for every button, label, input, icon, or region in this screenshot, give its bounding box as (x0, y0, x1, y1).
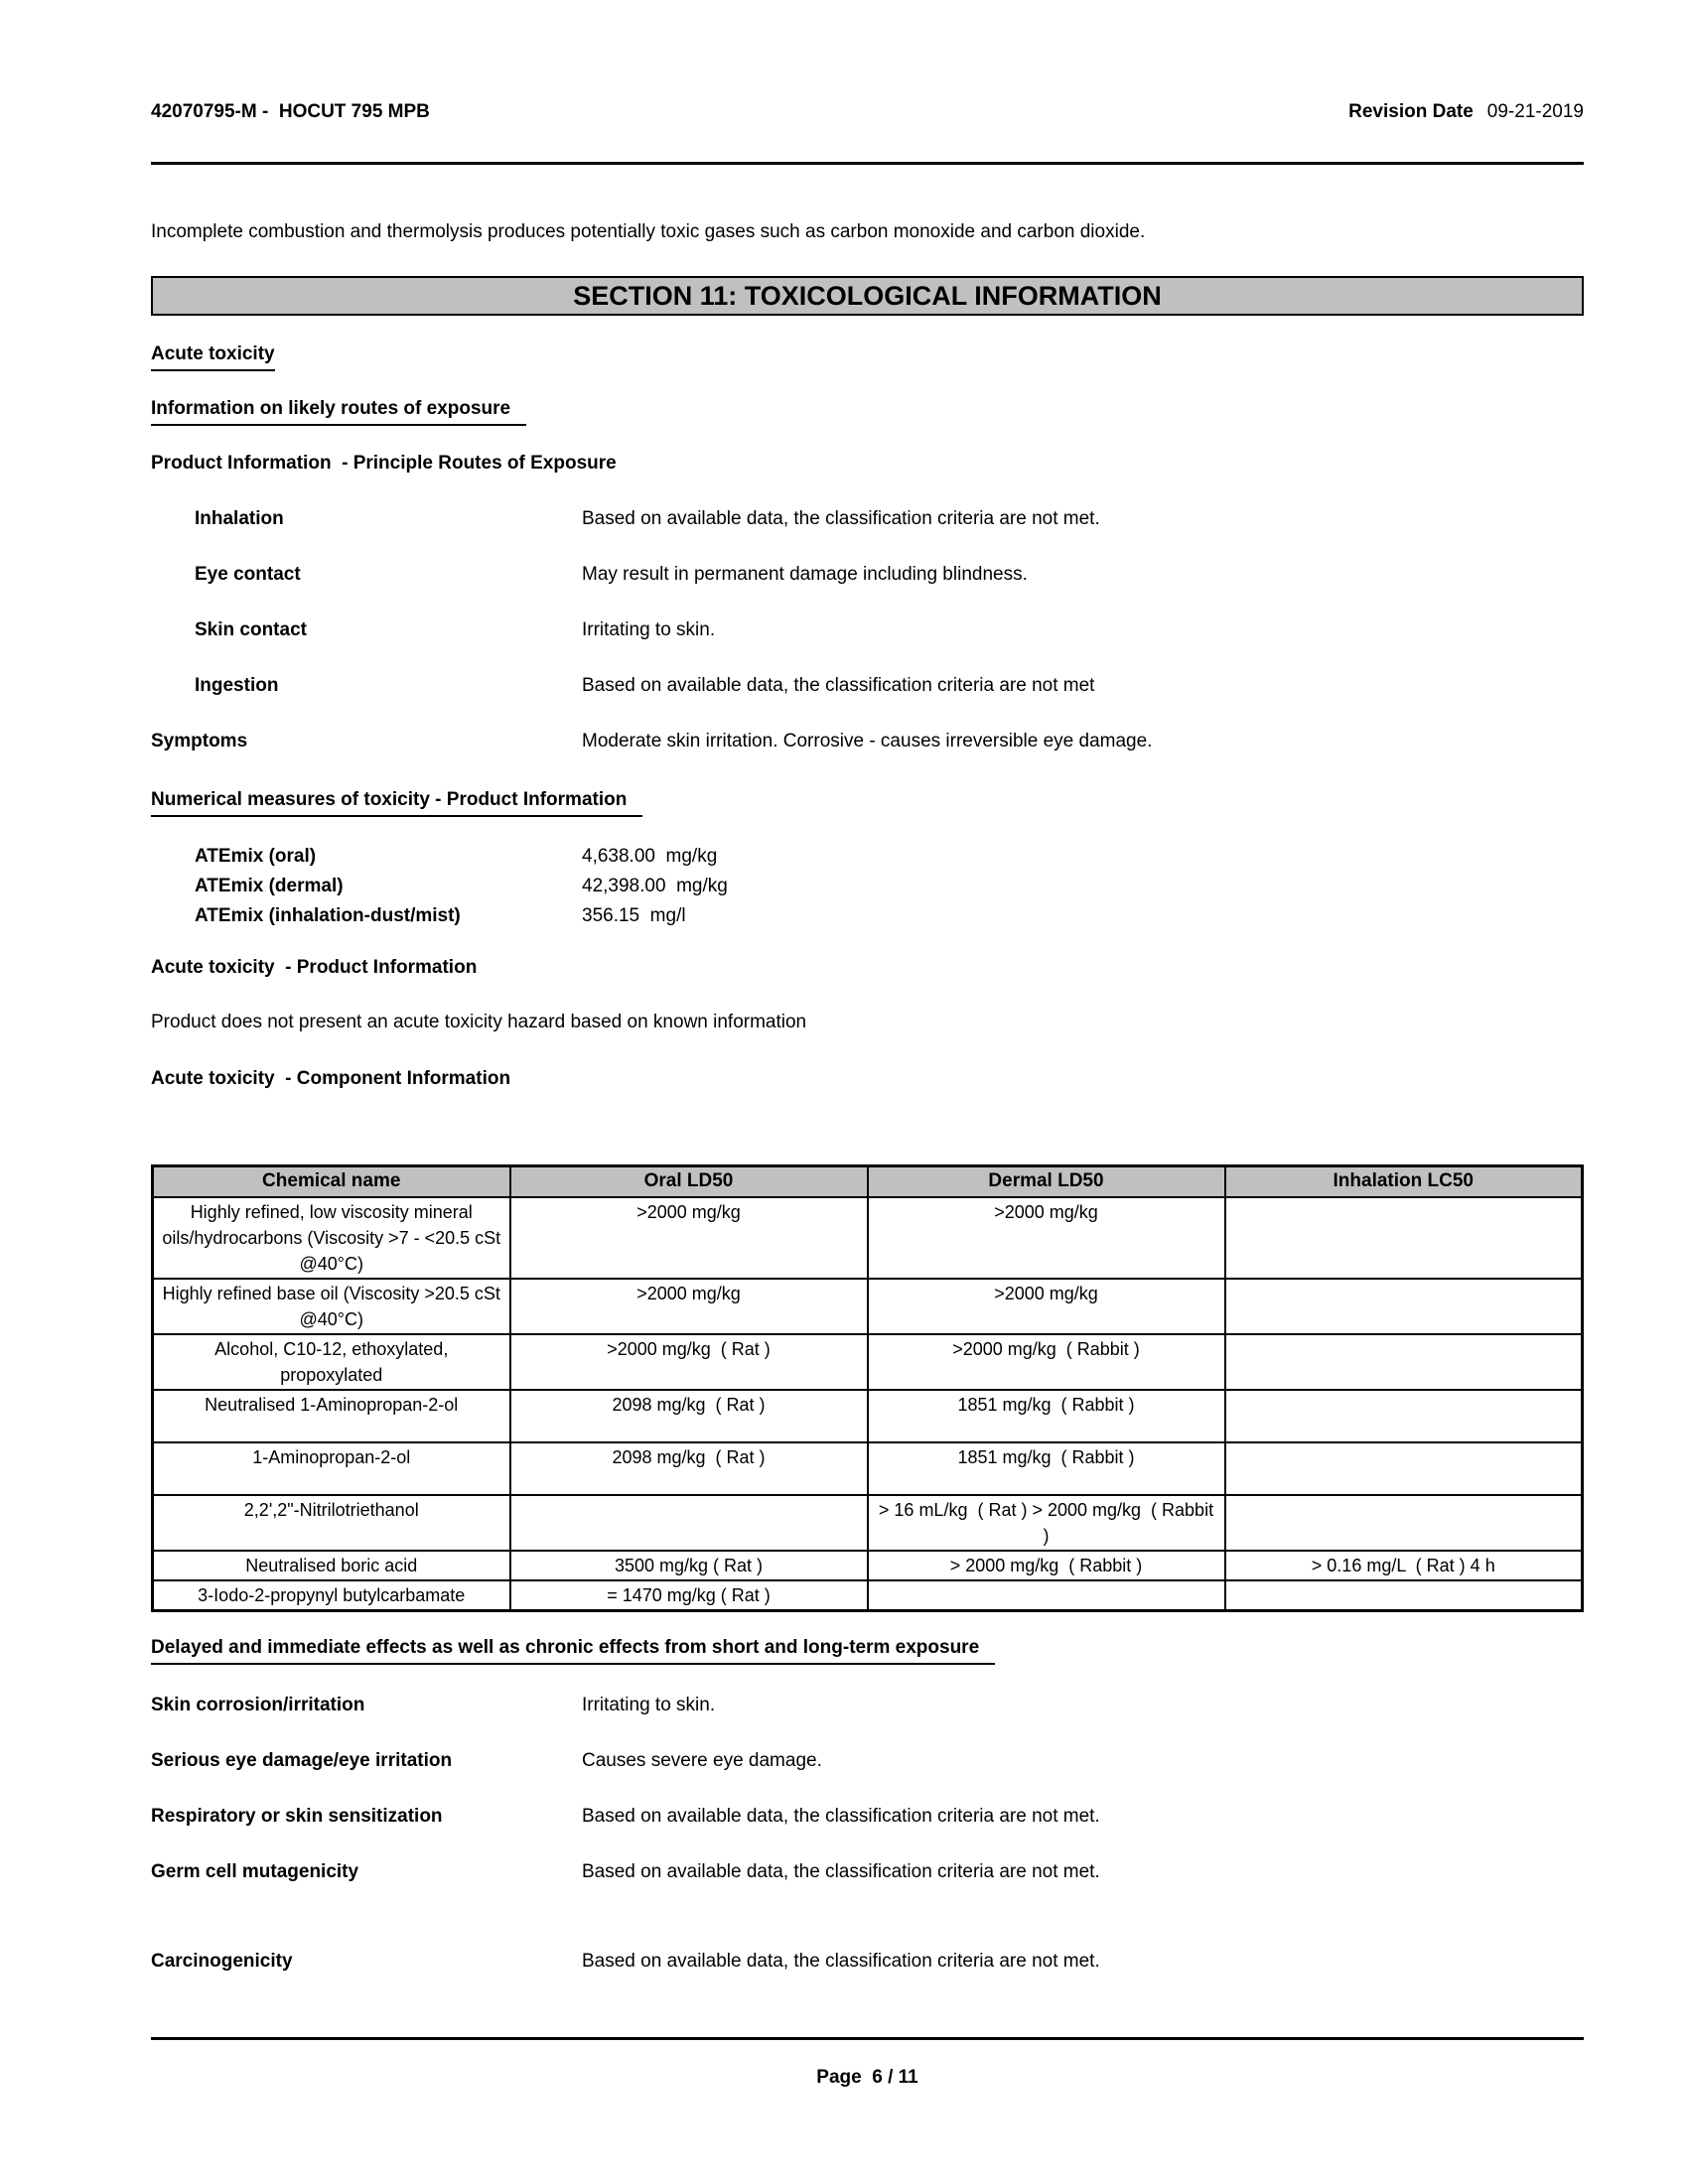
route-label: Ingestion (195, 675, 279, 696)
acute-component-heading: Acute toxicity - Component Information (151, 1068, 511, 1089)
table-row (153, 1580, 1583, 1611)
effect-value: Based on available data, the classification criteria are not met. (582, 1805, 1100, 1827)
document-header (151, 0, 1584, 124)
cell-dermal: 1851 mg/kg ( Rabbit ) (868, 1442, 1225, 1495)
chronic-effects-list (151, 1694, 1584, 1974)
combustion-note: Incomplete combustion and thermolysis produces potentially toxic gases such as carbon monoxide and carbon dioxide. (151, 221, 1146, 242)
effect-label: Germ cell mutagenicity (151, 1860, 359, 1882)
cell-inhalation: > 0.16 mg/L ( Rat ) 4 h (1225, 1551, 1583, 1580)
cell-chemical: Neutralised 1-Aminopropan-2-ol (153, 1390, 510, 1442)
cell-inhalation (1225, 1197, 1583, 1279)
effect-row-skin-corrosion (151, 1694, 1584, 1717)
effect-row-eye-damage (151, 1749, 1584, 1773)
cell-dermal: >2000 mg/kg (868, 1197, 1225, 1279)
col-header-chemical-name: Chemical name (153, 1166, 510, 1197)
effect-value: Based on available data, the classification criteria are not met. (582, 1950, 1100, 1972)
cell-inhalation (1225, 1495, 1583, 1551)
cell-chemical: Highly refined base oil (Viscosity >20.5 cSt @40°C) (153, 1279, 510, 1334)
footer-divider (151, 2037, 1584, 2040)
route-row-eye-contact (151, 563, 1584, 587)
likely-routes-heading: Information on likely routes of exposure (151, 397, 1584, 426)
section-11-title: SECTION 11: TOXICOLOGICAL INFORMATION (573, 281, 1162, 311)
cell-oral: 2098 mg/kg ( Rat ) (510, 1442, 868, 1495)
atemix-value: 4,638.00 mg/kg (582, 846, 718, 867)
delayed-effects-heading: Delayed and immediate effects as well as chronic effects from short and long-term exposure (151, 1636, 1584, 1665)
page-number: Page 6 / 11 (816, 2066, 918, 2088)
cell-dermal: >2000 mg/kg ( Rabbit ) (868, 1334, 1225, 1390)
cell-oral: >2000 mg/kg (510, 1279, 868, 1334)
route-row-inhalation (151, 507, 1584, 531)
cell-oral: = 1470 mg/kg ( Rat ) (510, 1580, 868, 1611)
effect-label: Carcinogenicity (151, 1950, 293, 1972)
table-header-row (153, 1166, 1583, 1197)
cell-inhalation (1225, 1334, 1583, 1390)
header-divider (151, 162, 1584, 165)
route-row-ingestion (151, 674, 1584, 698)
effect-row-carcinogenicity (151, 1950, 1584, 1974)
route-row-skin-contact (151, 618, 1584, 642)
cell-dermal: >2000 mg/kg (868, 1279, 1225, 1334)
effect-label: Respiratory or skin sensitization (151, 1805, 443, 1827)
table-row (153, 1495, 1583, 1551)
cell-oral: 3500 mg/kg ( Rat ) (510, 1551, 868, 1580)
symptoms-label: Symptoms (151, 731, 248, 751)
cell-dermal: > 16 mL/kg ( Rat ) > 2000 mg/kg ( Rabbit ) (868, 1495, 1225, 1551)
cell-inhalation (1225, 1580, 1583, 1611)
effect-row-mutagenicity (151, 1860, 1584, 1884)
effect-label: Serious eye damage/eye irritation (151, 1749, 453, 1771)
cell-chemical: Highly refined, low viscosity mineral oils/hydrocarbons (Viscosity >7 - <20.5 cSt @40°C) (153, 1197, 510, 1279)
exposure-routes-list (151, 507, 1584, 753)
table-row (153, 1390, 1583, 1442)
symptoms-row (151, 730, 1584, 753)
route-label: Eye contact (195, 564, 301, 585)
cell-oral: 2098 mg/kg ( Rat ) (510, 1390, 868, 1442)
table-row (153, 1551, 1583, 1580)
cell-chemical: Alcohol, C10-12, ethoxylated, propoxylated (153, 1334, 510, 1390)
symptoms-value: Moderate skin irritation. Corrosive - causes irreversible eye damage. (582, 731, 1153, 751)
effect-value: Causes severe eye damage. (582, 1749, 822, 1771)
atemix-label: ATEmix (inhalation-dust/mist) (195, 905, 461, 926)
cell-dermal (868, 1580, 1225, 1611)
cell-oral: >2000 mg/kg ( Rat ) (510, 1334, 868, 1390)
revision-date-label: Revision Date (1348, 101, 1474, 122)
section-11-title-bar (151, 276, 1584, 316)
atemix-label: ATEmix (oral) (195, 846, 317, 867)
acute-product-heading: Acute toxicity - Product Information (151, 957, 478, 978)
effect-label: Skin corrosion/irritation (151, 1694, 365, 1715)
cell-inhalation (1225, 1279, 1583, 1334)
atemix-label: ATEmix (dermal) (195, 876, 344, 896)
atemix-dermal-row (151, 872, 1584, 901)
numerical-measures-heading: Numerical measures of toxicity - Product Information (151, 788, 1584, 817)
atemix-inhalation-row (151, 901, 1584, 931)
component-toxicity-table (151, 1164, 1584, 1612)
route-value: Irritating to skin. (582, 619, 716, 640)
acute-toxicity-heading: Acute toxicity (151, 342, 1584, 371)
route-value: Based on available data, the classification criteria are not met. (582, 508, 1100, 529)
col-header-inhalation-lc50: Inhalation LC50 (1225, 1166, 1583, 1197)
cell-chemical: 1-Aminopropan-2-ol (153, 1442, 510, 1495)
revision-block (1348, 100, 1584, 124)
atemix-value: 42,398.00 mg/kg (582, 876, 728, 896)
table-row (153, 1279, 1583, 1334)
table-row (153, 1197, 1583, 1279)
revision-date-value: 09-21-2019 (1486, 101, 1584, 122)
effect-value: Based on available data, the classification criteria are not met. (582, 1860, 1100, 1882)
table-row (153, 1442, 1583, 1495)
route-value: Based on available data, the classification criteria are not met (582, 675, 1095, 696)
cell-chemical: 2,2',2"-Nitrilotriethanol (153, 1495, 510, 1551)
atemix-oral-row (151, 842, 1584, 872)
table-row (153, 1334, 1583, 1390)
acute-product-statement: Product does not present an acute toxicity hazard based on known information (151, 1012, 807, 1032)
cell-chemical: 3-Iodo-2-propynyl butylcarbamate (153, 1580, 510, 1611)
cell-chemical: Neutralised boric acid (153, 1551, 510, 1580)
cell-oral: >2000 mg/kg (510, 1197, 868, 1279)
route-label: Inhalation (195, 508, 284, 529)
cell-oral (510, 1495, 868, 1551)
cell-dermal: 1851 mg/kg ( Rabbit ) (868, 1390, 1225, 1442)
col-header-dermal-ld50: Dermal LD50 (868, 1166, 1225, 1197)
col-header-oral-ld50: Oral LD50 (510, 1166, 868, 1197)
atemix-list (151, 842, 1584, 931)
cell-inhalation (1225, 1390, 1583, 1442)
cell-dermal: > 2000 mg/kg ( Rabbit ) (868, 1551, 1225, 1580)
effect-row-sensitization (151, 1805, 1584, 1829)
document-id: 42070795-M - HOCUT 795 MPB (151, 101, 430, 122)
product-routes-heading: Product Information - Principle Routes of Exposure (151, 453, 617, 474)
cell-inhalation (1225, 1442, 1583, 1495)
route-value: May result in permanent damage including blindness. (582, 564, 1028, 585)
atemix-value: 356.15 mg/l (582, 905, 686, 926)
effect-value: Irritating to skin. (582, 1694, 716, 1715)
route-label: Skin contact (195, 619, 307, 640)
